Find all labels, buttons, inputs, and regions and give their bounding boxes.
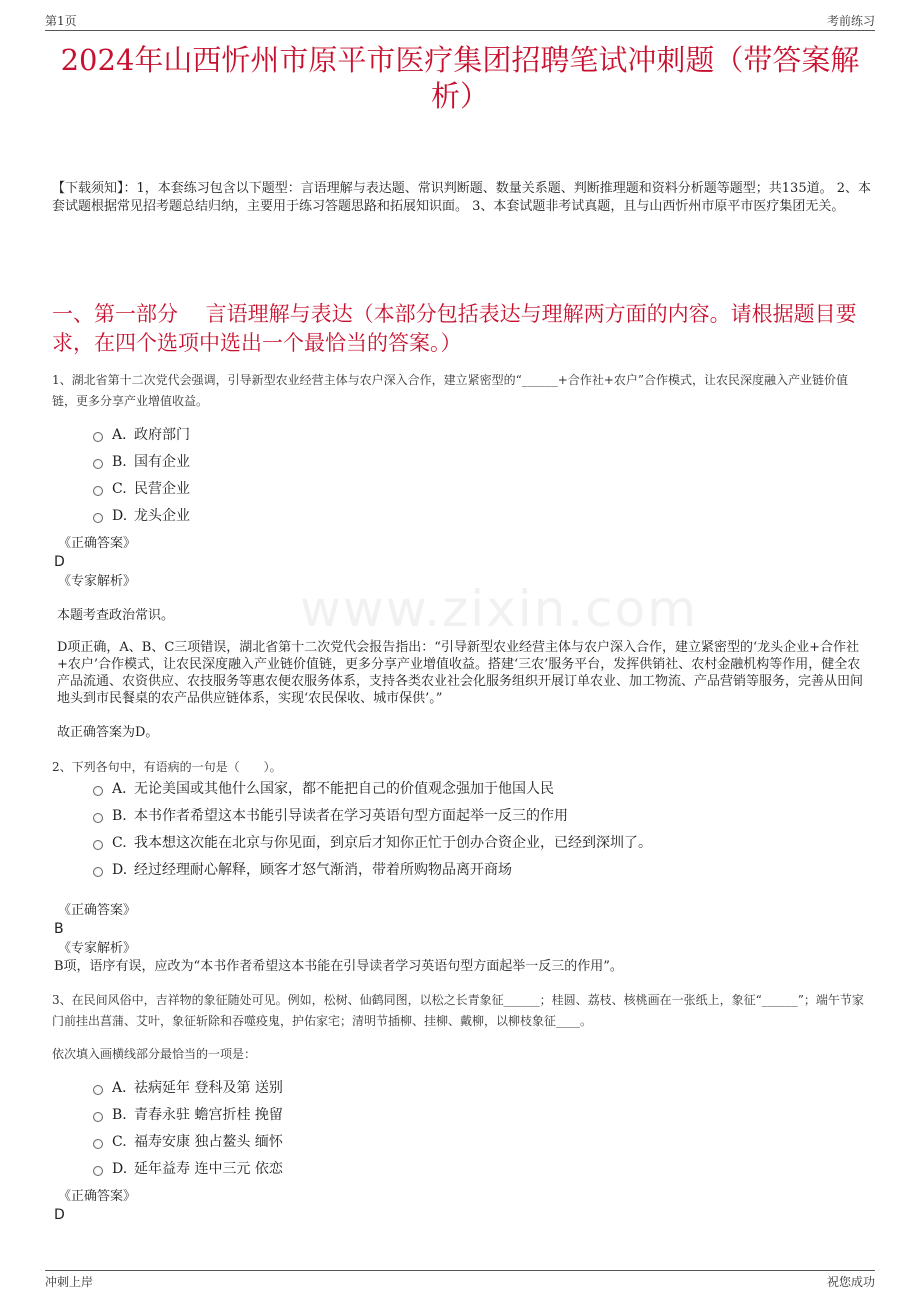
section-title: 一、第一部分 言语理解与表达（本部分包括表达与理解两方面的内容。请根据题目要求，在四个选项中选出一个最恰当的答案。） <box>52 302 857 355</box>
question-1-analysis-conclusion: 故正确答案为D。 <box>57 725 159 740</box>
question-2-option-c[interactable]: C. 我本想这次能在北京与你见面，到京后才知你正忙于创办合资企业，已经到深圳了。 <box>93 833 652 853</box>
analysis-label: 《专家解析》 <box>58 574 137 589</box>
question-1-option-c[interactable]: C. 民营企业 <box>93 479 190 499</box>
question-1-analysis-body: D项正确，A、B、C三项错误，湖北省第十二次党代会报告指出：“引导新型农业经营主体与农户深入合作，建立紧密型的‘龙头企业+合作社+农户’合作模式，让农民深度融入产业链价值链，更多分享产业增值收益。搭建‘三农’服务平台，发挥供销社、农村金融机构等作用，健全农产品流通、农资供应、农技服务等惠农便农服务体系，支持各类农业社会化服务组织开展订单农业、加工物流、产品营销等服务，完善从田间地头到市民餐桌的农产品供应链体系，实现‘农民保收、城市保供’。” <box>57 640 864 706</box>
analysis-label: 《专家解析》 <box>58 941 137 956</box>
answer-label: 《正确答案》 <box>58 1189 137 1204</box>
question-1-option-d[interactable]: D. 龙头企业 <box>93 506 190 526</box>
radio-icon[interactable] <box>93 840 103 850</box>
page-number: 第1页 <box>45 14 77 28</box>
question-3-option-a[interactable]: A． 祛病延年 登科及第 送别 <box>93 1078 283 1098</box>
question-2-option-b[interactable]: B. 本书作者希望这本书能引导读者在学习英语句型方面起举一反三的作用 <box>93 806 568 826</box>
page-footer <box>45 1270 875 1295</box>
download-notice: 【下载须知】：1，本套练习包含以下题型：言语理解与表达题、常识判断题、数量关系题、判断推理题和资料分析题等题型；共135道。 2、本套试题根据常见招考题总结归纳，主要用于练习答题思路和拓展知识面。 3、本套试题非考试真题，且与山西忻州市原平市医疗集团无关。 <box>52 181 871 214</box>
question-3-option-b[interactable]: B. 青春永驻 蟾宫折桂 挽留 <box>93 1105 283 1125</box>
question-3-stem: 3、在民间风俗中，吉祥物的象征随处可见。例如，松树、仙鹤同图，以松之长青象征______；桂圆、荔枝、核桃画在一张纸上，象征“______”；端午节家门前挂出菖蒲、艾叶，象征斩除和吞噬疫鬼，护佑家宅；清明节插柳、挂柳、戴柳，以柳枝象征____。 <box>52 993 864 1028</box>
radio-icon[interactable] <box>93 813 103 823</box>
question-2-answer: B <box>54 921 64 937</box>
question-1-option-b[interactable]: B. 国有企业 <box>93 452 190 472</box>
radio-icon[interactable] <box>93 459 103 469</box>
radio-icon[interactable] <box>93 867 103 877</box>
question-1-analysis-intro: 本题考查政治常识。 <box>57 608 175 623</box>
footer-left: 冲刺上岸 <box>45 1275 94 1289</box>
question-2-stem: 2、下列各句中，有语病的一句是（ ）。 <box>52 760 282 774</box>
radio-icon[interactable] <box>93 1085 103 1095</box>
header-right-label: 考前练习 <box>826 14 875 28</box>
question-2-option-a[interactable]: A． 无论美国或其他什么国家，都不能把自己的价值观念强加于他国人民 <box>93 779 554 799</box>
question-1-stem: 1、湖北省第十二次党代会强调，引导新型农业经营主体与农户深入合作，建立紧密型的“______+合作社+农户”合作模式，让农民深度融入产业链价值链，更多分享产业增值收益。 <box>52 373 849 408</box>
radio-icon[interactable] <box>93 432 103 442</box>
radio-icon[interactable] <box>93 1139 103 1149</box>
radio-icon[interactable] <box>93 1112 103 1122</box>
question-3-option-d[interactable]: D. 延年益寿 连中三元 依恋 <box>93 1159 283 1179</box>
radio-icon[interactable] <box>93 786 103 796</box>
radio-icon[interactable] <box>93 486 103 496</box>
question-3-answer: D <box>54 1207 65 1223</box>
radio-icon[interactable] <box>93 513 103 523</box>
answer-label: 《正确答案》 <box>58 536 137 551</box>
question-3-option-c[interactable]: C. 福寿安康 独占鳌头 缅怀 <box>93 1132 283 1152</box>
page-header <box>45 12 875 31</box>
answer-label: 《正确答案》 <box>58 903 137 918</box>
question-1-answer: D <box>54 554 65 570</box>
radio-icon[interactable] <box>93 1166 103 1176</box>
question-2-analysis: B项，语序有误，应改为“本书作者希望这本书能在引导读者学习英语句型方面起举一反三的作用”。 <box>54 959 623 974</box>
footer-right: 祝您成功 <box>826 1275 875 1289</box>
document-title: 2024年山西忻州市原平市医疗集团招聘笔试冲刺题（带答案解析） <box>60 43 860 113</box>
question-2-option-d[interactable]: D. 经过经理耐心解释，顾客才怒气渐消，带着所购物品离开商场 <box>93 860 512 880</box>
question-1-option-a[interactable]: A． 政府部门 <box>93 425 190 445</box>
watermark-logo: www.zixin.com <box>300 580 698 638</box>
question-3-subprompt: 依次填入画横线部分最恰当的一项是： <box>52 1047 257 1061</box>
